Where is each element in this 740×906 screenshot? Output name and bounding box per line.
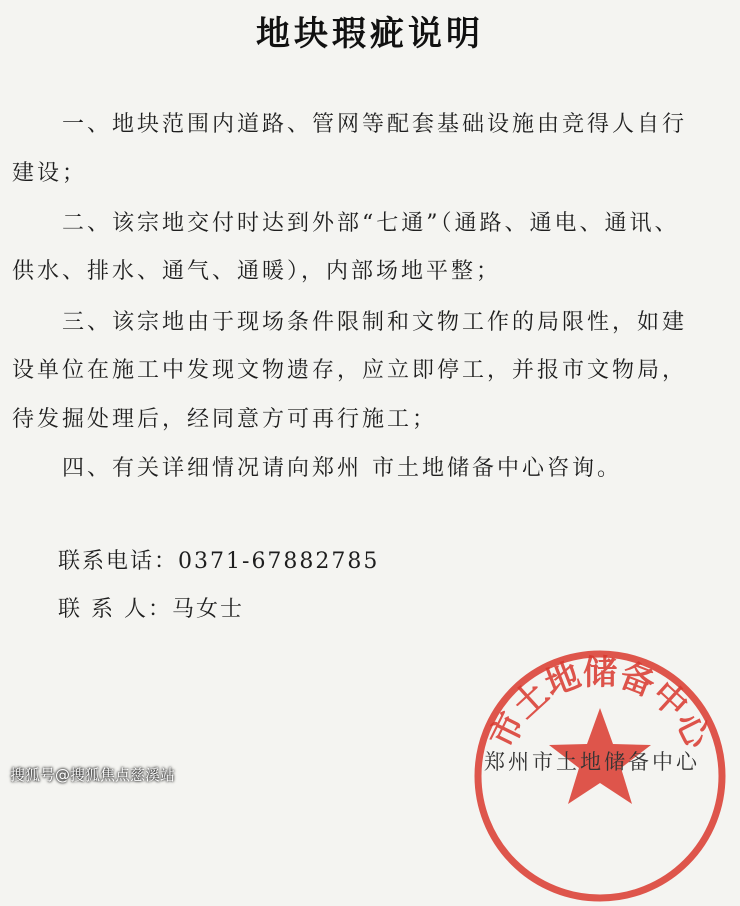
contact-phone-row: [58, 548, 740, 576]
item-1-line-1: 一、地块范围内道路、管网等配套基础设施由竞得人自行: [62, 112, 688, 137]
official-seal-stamp: [470, 646, 730, 906]
contact-person-value: 马女士: [172, 597, 245, 622]
issuer-name: 郑州市土地储备中心: [484, 750, 700, 774]
item-3-line-3: 待发掘处理后，经同意方可再行施工；: [12, 407, 438, 432]
contact-phone-label: 联系电话：: [58, 549, 179, 574]
contact-person-label: 联 系 人：: [58, 597, 172, 622]
item-1-line-2: 建设；: [12, 161, 88, 186]
contact-phone-value: 0371-67882785: [178, 549, 380, 574]
item-2-line-1: 二、该宗地交付时达到外部“七通”（通路、通电、通讯、: [62, 211, 680, 236]
item-3-line-1: 三、该宗地由于现场条件限制和文物工作的局限性，如建: [62, 310, 688, 335]
item-3-line-2: 设单位在施工中发现文物遗存，应立即停工，并报市文物局，: [12, 358, 688, 383]
document-title: 地块瑕疵说明: [256, 14, 484, 54]
svg-text:市土地储备中心: 市土地储备中心: [482, 653, 718, 755]
item-4-line-1: 四、有关详细情况请向郑州 市土地储备中心咨询。: [62, 456, 622, 481]
item-2-line-2: 供水、排水、通气、通暖），内部场地平整；: [12, 259, 502, 284]
source-watermark: 搜狐号@搜狐焦点慈溪站: [10, 766, 176, 784]
contact-person-row: [58, 596, 740, 624]
